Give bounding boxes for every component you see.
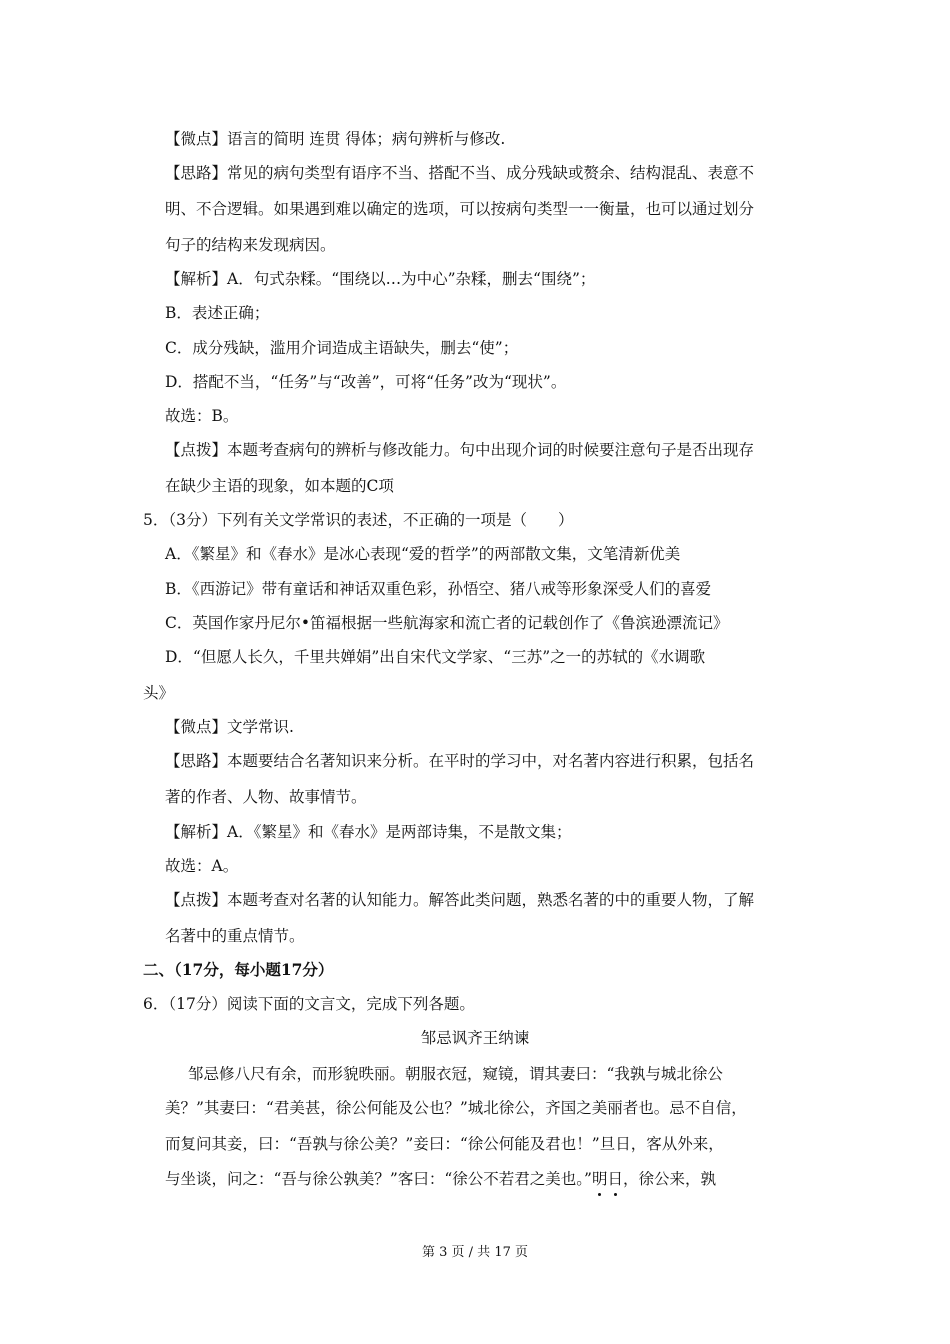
q4-silu-line-2: 明、不合逻辑。如果遇到难以确定的选项，可以按病句类型一一衡量，也可以通过划分 xyxy=(165,200,755,218)
q4-jiexi-line-3: C．成分残缺，滥用介词造成主语缺失，删去“使”； xyxy=(165,339,519,357)
q5-jiexi: 【解析】A．《繁星》和《春水》是两部诗集，不是散文集； xyxy=(165,823,572,841)
q5-stem: 5．（3分）下列有关文学常识的表述，不正确的一项是（ ） xyxy=(143,511,574,529)
q4-weidian: 【微点】语言的简明 连贯 得体；病句辨析与修改. xyxy=(165,130,506,148)
passage-line-4 xyxy=(165,1168,716,1190)
q6-stem: 6．（17分）阅读下面的文言文，完成下列各题。 xyxy=(143,995,475,1013)
emphasis-char-ri: 日 xyxy=(607,1170,623,1188)
section-heading: 二、（17分，每小题17分） xyxy=(143,960,334,979)
q5-option-d: D．“但愿人长久，千里共婵娟”出自宋代文学家、“三苏”之一的苏轼的《水调歌 xyxy=(165,648,706,666)
passage-line-1: 邹忌修八尺有余，而形貌昳丽。朝服衣冠，窥镜，谓其妻曰：“我孰与城北徐公 xyxy=(188,1065,723,1083)
passage-line-3: 而复问其妾，曰：“吾孰与徐公美？”妾曰：“徐公何能及君也！”旦日，客从外来， xyxy=(165,1135,724,1153)
q4-jiexi-line-4: D．搭配不当，“任务”与“改善”，可将“任务”改为“现状”。 xyxy=(165,373,567,391)
q4-jiexi-line-1: 【解析】A．句式杂糅。“围绕以…为中心”杂糅，删去“围绕”； xyxy=(165,270,596,288)
q4-silu-line-1: 【思路】常见的病句类型有语序不当、搭配不当、成分残缺或赘余、结构混乱、表意不 xyxy=(165,164,755,182)
page-footer: 第 3 页 / 共 17 页 xyxy=(422,1245,528,1260)
passage-line-4-text: 与坐谈，问之：“吾与徐公孰美？”客曰：“徐公不若君之美也。” xyxy=(165,1170,592,1188)
q5-dianbo-line-1: 【点拨】本题考查对名著的认知能力。解答此类问题，熟悉名著的中的重要人物，了解 xyxy=(165,891,755,909)
q4-silu-line-3: 句子的结构来发现病因。 xyxy=(165,236,336,254)
q5-option-a: A．《繁星》和《春水》是冰心表现“爱的哲学”的两部散文集，文笔清新优美 xyxy=(165,545,681,563)
q4-answer: 故选：B。 xyxy=(165,407,239,425)
q4-jiexi-line-2: B．表述正确； xyxy=(165,304,270,322)
q5-silu-line-2: 著的作者、人物、故事情节。 xyxy=(165,788,367,806)
q5-answer: 故选：A。 xyxy=(165,857,239,875)
q5-option-c: C．英国作家丹尼尔•笛福根据一些航海家和流亡者的记载创作了《鲁滨逊漂流记》 xyxy=(165,614,729,632)
passage-line-4-tail: ，徐公来，孰 xyxy=(622,1170,716,1188)
q5-option-d-cont: 头》 xyxy=(143,684,175,702)
q4-dianbo-line-2: 在缺少主语的现象，如本题的C项 xyxy=(165,477,394,495)
passage-title: 邹忌讽齐王纳谏 xyxy=(420,1029,530,1047)
emphasis-char-ming: 明 xyxy=(591,1170,608,1188)
q5-option-b: B．《西游记》带有童话和神话双重色彩，孙悟空、猪八戒等形象深受人们的喜爱 xyxy=(165,580,712,598)
q5-weidian: 【微点】文学常识. xyxy=(165,718,294,736)
q5-silu-line-1: 【思路】本题要结合名著知识来分析。在平时的学习中，对名著内容进行积累，包括名 xyxy=(165,752,755,770)
passage-line-2: 美？”其妻曰：“君美甚，徐公何能及公也？”城北徐公，齐国之美丽者也。忌不自信， xyxy=(165,1099,747,1117)
q5-dianbo-line-2: 名著中的重点情节。 xyxy=(165,927,305,945)
q4-dianbo-line-1: 【点拨】本题考查病句的辨析与修改能力。句中出现介词的时候要注意句子是否出现存 xyxy=(165,441,755,459)
